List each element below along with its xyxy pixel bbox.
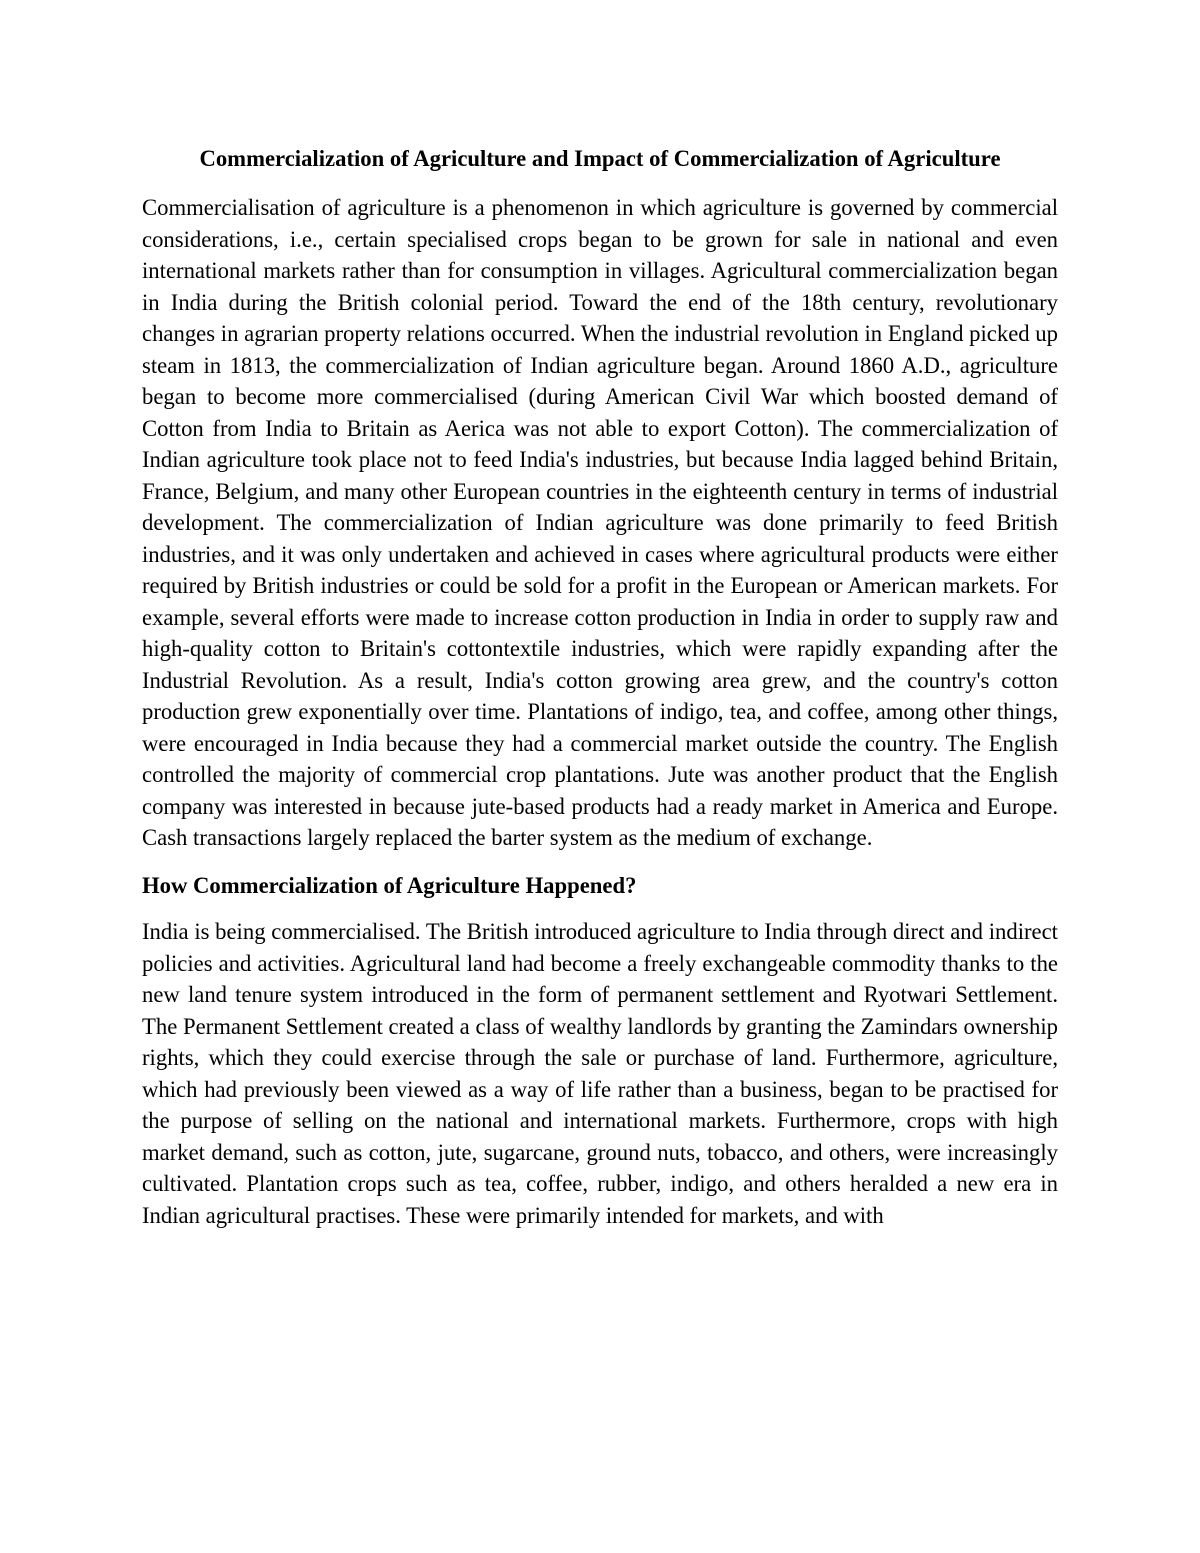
document-body xyxy=(142,141,1058,1231)
paragraph-how-it-happened: India is being commercialised. The British introduced agriculture to India through direct and indirect policies and activities. Agricultural land had become a freely exchangeable commodity thanks to the new land tenure system introduced in the form of permanent settlement and Ryotwari Settlement. The Permanent Settlement created a class of wealthy landlords by granting the Zamindars ownership rights, which they could exercise through the sale or purchase of land. Furthermore, agriculture, which had previously been viewed as a way of life rather than a business, began to be practised for the purpose of selling on the national and international markets. Furthermore, crops with high market demand, such as cotton, jute, sugarcane, ground nuts, tobacco, and others, were increasingly cultivated. Plantation crops such as tea, coffee, rubber, indigo, and others heralded a new era in Indian agricultural practises. These were primarily intended for markets, and with xyxy=(142,919,1058,1228)
document-title: Commercialization of Agriculture and Impact of Commercialization of Agriculture xyxy=(199,146,1001,171)
paragraph-introduction: Commercialisation of agriculture is a phenomenon in which agriculture is governed by commercial considerations, i.e., certain specialised crops began to be grown for sale in national and even international markets rather than for consumption in villages. Agricultural commercialization began in India during the British colonial period. Toward the end of the 18th century, revolutionary changes in agrarian property relations occurred. When the industrial revolution in England picked up steam in 1813, the commercialization of Indian agriculture began. Around 1860 A.D., agriculture began to become more commercialised (during American Civil War which boosted demand of Cotton from India to Britain as Aerica was not able to export Cotton). The commercialization of Indian agriculture took place not to feed India's industries, but because India lagged behind Britain, France, Belgium, and many other European countries in the eighteenth century in terms of industrial development. The commercialization of Indian agriculture was done primarily to feed British industries, and it was only undertaken and achieved in cases where agricultural products were either required by British industries or could be sold for a profit in the European or American markets. For example, several efforts were made to increase cotton production in India in order to supply raw and high-quality cotton to Britain's cottontextile industries, which were rapidly expanding after the Industrial Revolution. As a result, India's cotton growing area grew, and the country's cotton production grew exponentially over time. Plantations of indigo, tea, and coffee, among other things, were encouraged in India because they had a commercial market outside the country. The English controlled the majority of commercial crop plantations. Jute was another product that the English company was interested in because jute-based products had a ready market in America and Europe. Cash transactions largely replaced the barter system as the medium of exchange. xyxy=(142,195,1058,850)
section-heading: How Commercialization of Agriculture Happened? xyxy=(142,872,637,898)
